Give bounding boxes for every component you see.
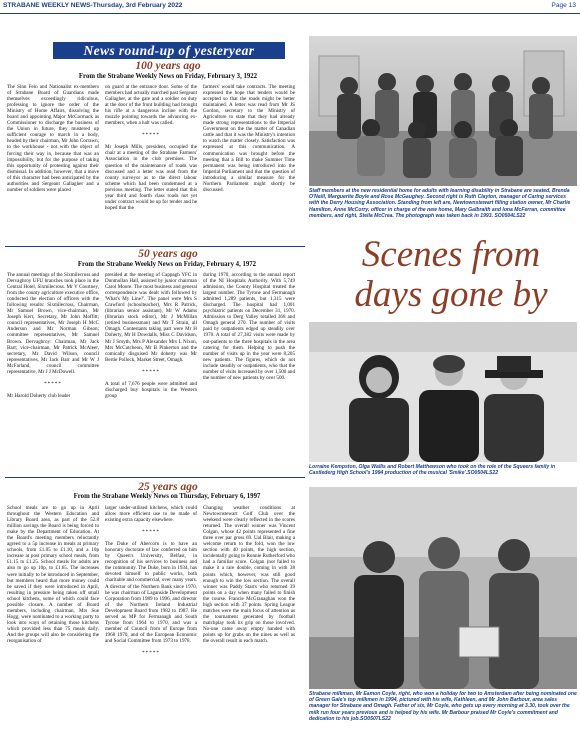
photo-image <box>309 322 577 462</box>
article-col-25-1 <box>7 505 99 733</box>
photo-image <box>309 487 577 689</box>
paragraph: The Sinn Fein and Nationalist ex-members of Strabane Board of Guardians made themselves exceedingly ridiculous, professing to ignore the order of the Ministry of Home Affairs, dissolving the board and appointing Major McCormack as Commissioner to discharge the business of the Union in future, they mustered up sufficient courage to march in a body, headed by their chairman, Mr John Corrawn, to the workhouse - not with the object of forcing their way in, because that was an impossibility, but for the purpose of taking this opportunity of protesting against their dismissal. In addition, however, that a move of this character had been anticipated by the authorities and Sergeant Gallagher and a number of soldiers were placed <box>7 84 99 193</box>
paragraph: School meals are to go up in April throughout the Western Education and Library Board area, as part of the 52.8 million savings the Board is being forced to make by the Department of Education. At the Board's meeting members reluctantly agreed to a 5p increase in meals at primary schools, from £1.05 to £1.10, and a 10p increase at post primary school meals, from £1.15 to £1.25. School meals for adults are also to go up 10p, to £1.65. The increases were initially to be introduced in September, but members heard that more money could be saved if they were introduced in April, resulting in pressure being taken off small school kitchens, some of which could face possible closure. A number of Board members, including chairman, Mrs Sue Hogg, were nominated to a working party to look into ways of retaining those kitchens which provided less than 75 meals daily. And the groups will also be considering the reorganisation of <box>7 505 99 645</box>
subtitle-50: From the Strabane Weekly News on Friday, February 4, 1972 <box>77 261 257 268</box>
separator: ***** <box>142 529 160 536</box>
section-divider <box>5 246 305 247</box>
paragraph: on guard at the entrance door. Some of the members had actually marched past Sergeant Gallagher, at the gate and a soldier on duty at the door of the front building had brought his rifle at a dangerous incline with the muzzle pointing towards the advancing ex-members, when a halt was called. <box>105 84 197 127</box>
article-col-100-2 <box>105 84 197 244</box>
scenes-line-1: Scenes from <box>361 234 541 275</box>
photo-image <box>309 36 577 186</box>
paragraph: presided at the meeting of Cappagh YFC in Dunmullan Hall, assisted by junior chairman Carol Moore. The most business and general correspondence was dealt with followed by 'What's My Line?'. The panel were Mrs S Crawford (schoolteacher), Mrs R Patrick, (librarian senior assistant), Mr W Adams (librarian stock editor), Mr J McMillan (retired businessman) and Mr T Strain, all Omagh. Contestants taking part were Mr H Doherty, Mr H Dowdalls, Miss C Davidson, Mr J Smyth, Mrs P Alexander Mrs L Nixon, Mrs McCutcheon, Mr B Pinkerton and the comically disguised Mr doherty was Mr Bertie Pollock, Market Street, Omagh. <box>105 272 197 363</box>
caption-staff-group: Staff members at the new residential home for adults with learning disability in Strabane are seated, Brenda O'Neill, Marguerite Boyle and Rose McGaughey. Second right is Ruth Clayton, manager of Caring services with the Derry Housing Association. Standing from left are, Newtownstewart filling station owner, Mr Charlie Hamilton, Anne McCorry, officer in charge of the new home, Mary Galbraith and Iona McFerran, committee members, and right, Stella McCrea. The photograph was taken back in 1993. SO0504LS22 <box>309 188 571 219</box>
article-col-100-3 <box>203 84 295 244</box>
paragraph: Changing weather conditions at Newtownstewart Golf Club over the weekend were clearly reflected in the scores returned. The overall winner was Vincent Colgan, whose 42 points represented a fine three over par gross 69. Ual Blair, making a welcome return to the fold, won the low section with 40 points, the high section, incidentally going to Ronnie Rutherford who had a familiar score. Colgan (not failed to make it a rare double, coming in with 38 points which, however, was still good enough to win the low section. The overall winner was Paddy Starrs who returned 39 points on a day when many failed to finish the course. Francie McGranaghan won the high section with 37 points. Spring League matches were the main focus of attention as the tournament generated by football matchplay took its grip on those involved. No-one came away empty handed with points up for grabs on the nines as well as the overall result in each match. <box>203 505 295 645</box>
article-col-100-1 <box>7 84 99 244</box>
paragraph: The annual meetings of the Sixmilecross and Dervaghroy UFU branches took place in the Central Hotel, Sixmilecross. Mr V Courtney, from the county agriculture executive office, conducted the election of officers with the following results: Sixmilecross, Chairman, Mr Samuel Brown, vice-chairman, Mr Joseph Kerr, Secretary, Mr John Moffitt; council representatives, Mr Joseph H McC Anderson and Mr Norman Gibson; committee representatives, Mr Samuel Brown. Dervaghroy: Chairman, Mr Jack Barr; vice-chairman, Mr Patrick McAleer, secretary, Mr David Wilson, council representatives, Mr Jack Barr and Mr W J McFarland, council committee representative, Mr J J McDowell. <box>7 272 99 375</box>
paragraph: Mr Harold Doherty club leader <box>7 392 71 399</box>
paragraph: larger under-utilised kitchens, which could allow more efficient use to be made of existing extra capacity elsewhere. <box>105 505 197 524</box>
caption-milkman: Strabane milkman, Mr Eamon Coyle, right, who won a holiday for two to Amsterdam after being nominated one of Green Gale's top milkmen in 1994, pictured with his wife, Kathleen, and Mr John Barbour, area sales manager for Strabane and Omagh. Father of six, Mr Coyle, who gets up every morning at 3.30, took over the milk run four years previous and is helped by his wife. Mr Barbour praised Mr Coyle's commitment and dedication to his job.SO0507LS22 <box>309 691 577 722</box>
era-heading-100: 100 years ago <box>135 60 201 72</box>
article-col-50-3 <box>203 272 295 472</box>
subtitle-25: From the Strabane Weekly News on Thursday, February 6, 1997 <box>73 493 261 500</box>
paragraph: A total of 7,676 people were admitted and discharged buy hospitals in the Western group <box>105 380 197 399</box>
banner-title: News round-up of yesteryear <box>53 42 285 59</box>
photo-musical-cast <box>309 322 577 462</box>
photo-milkman <box>309 487 577 689</box>
era-heading-50: 50 years ago <box>138 248 198 260</box>
subtitle-100: From the Strabane Weekly News on Friday, February 3, 1922 <box>78 73 258 80</box>
separator: ***** <box>142 649 160 656</box>
article-col-25-2 <box>105 505 197 733</box>
page-header <box>0 0 580 14</box>
publication-date: STRABANE WEEKLY NEWS-Thursday, 3rd February 2022 <box>3 2 183 9</box>
photo-staff-group <box>309 36 577 186</box>
scenes-line-2: days gone by <box>354 274 548 315</box>
paragraph: Mr Joseph Mills, president, occupied the chair at a meeting of the Strabane Farmers' Association in the club premises. The question of the maintenance of roads was discussed and a letter was read from the county surveyor as to the direct labour scheme which had been condemned at a previous meeting. The letter stated that this year third and fourth class roads not yet under contract would be up for tender and he hoped that the <box>105 144 197 211</box>
paragraph: during 1970, according to the annual report of the NI Hospitals Authority. With 5,749 admission, the County Hospital treated the largest number. The Tyrone and Fermanagh admitted 1,289 patients, but 1,315 were discharged. The hospital had 1,001 psychiatric patients on December 31, 1970. Admission to Derg Valley totalled 368 and Omagh general 270. The number of visits paid by outpatients edged up steadily over 1970. A total of 27,382 visits were made by out-patients to the three hospitals in the area catering for them. Helping to push the number of visits up in the year were 8,205 new patients. The figures, which do not include steadily or outpatients, who that the number of visits increased by over 1,500 and the number of new patients by over 500. <box>203 272 295 381</box>
article-col-50-1 <box>7 272 99 472</box>
caption-musical-cast: Lorraine Kempston, Olga Wallis and Robert Matthewson who took on the role of the Squeers family in Castlederg High School's 1994 production of the musical 'Smike'.SO0504LS22 <box>309 464 556 477</box>
era-heading-25: 25 years ago <box>138 481 198 493</box>
paragraph: The Duke of Abercorn is to have an honorary doctorate of law conferred on him by Queen's University, Belfast, in recognition of his services to business and the community. The Duke, born in 1934, has devoted himself to public works, both charitable and commercial, over many years. A director of the Northern Bank since 1970, he was chairman of Laganside Development Corporation from 1989 to 1996, and director of the Northern Ireland Industrial Development Board from 1982 to 1987. He served as MP for Fermanagh and South Tyrone from 1964 to 1970, and was a member of Council from of Europe from 1968 1970, and of the European Economic and Social Committee from 1973 to 1978. <box>105 541 197 644</box>
separator: ***** <box>142 368 160 375</box>
article-col-25-3 <box>203 505 295 733</box>
scenes-heading <box>325 235 577 315</box>
separator: ***** <box>142 132 160 139</box>
article-col-50-2 <box>105 272 197 472</box>
page-number: Page 13 <box>551 2 576 9</box>
separator: ***** <box>44 380 62 387</box>
paragraph: farmers' would take contracts. The meeting expressed the hope that tenders would be accepted so that the roads might be better maintained. A letter was read from Mr JS Gordon, secretary to the Ministry of Agriculture to state that they had already made strong representations to the Imperial Government on the the matter of Canadian cattle and that it was the Ministry's intention to watch the matter closely. Satisfaction was expressed at this communication. A communication was brought before the meeting that a Bill to make Summer Time permanent was being introduced into the Imperial Parliament and that the question of introducing a similar measure for the Northern Parliament might shortly be discussed. <box>203 84 295 193</box>
section-divider <box>5 477 305 478</box>
